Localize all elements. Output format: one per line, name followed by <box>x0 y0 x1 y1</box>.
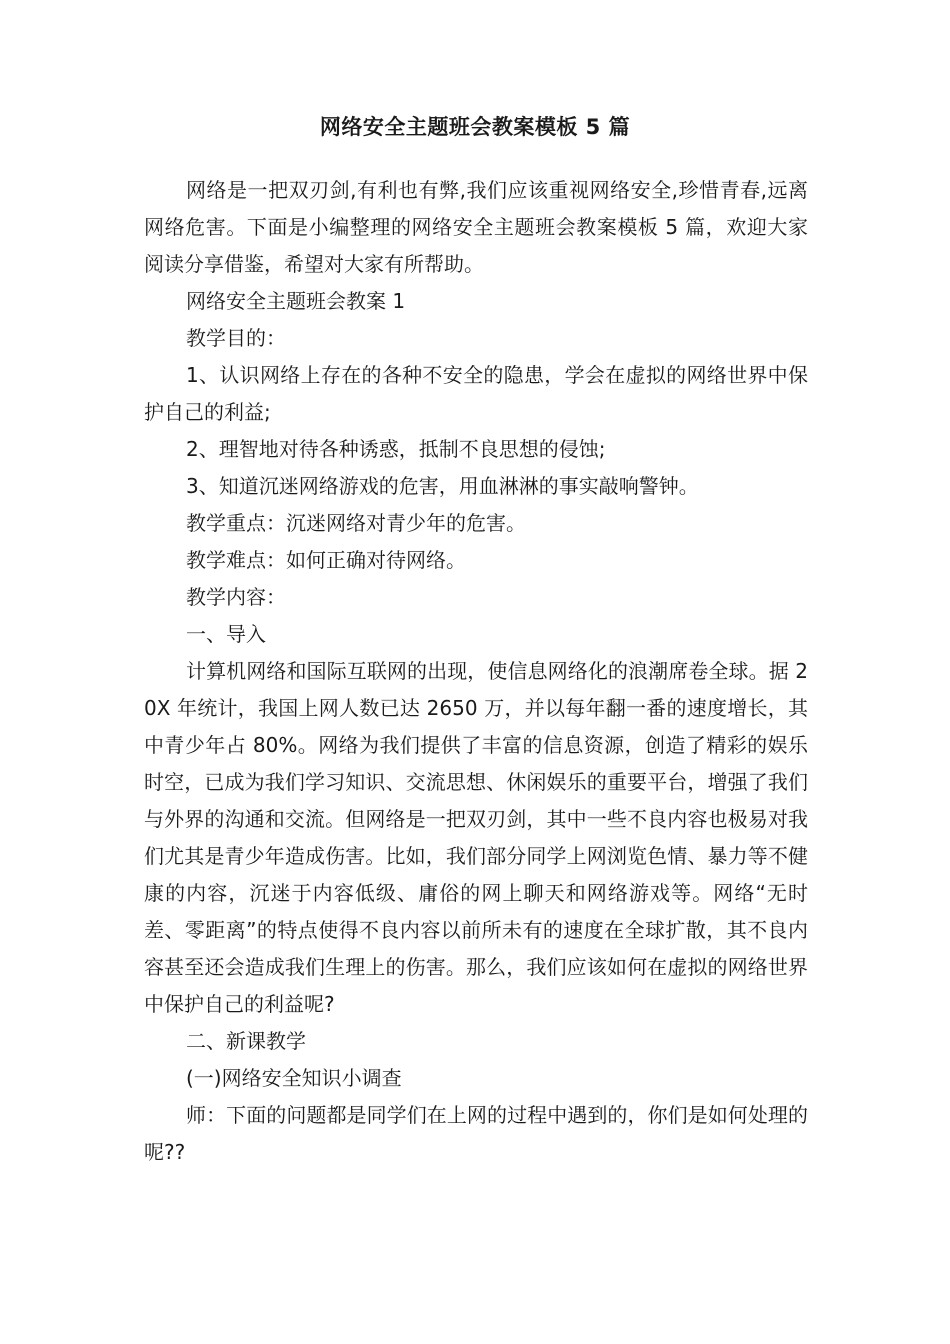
document-body <box>144 172 808 1171</box>
survey-heading: (一)网络安全知识小调查 <box>186 1066 402 1090</box>
document-title: 网络安全主题班会教案模板 5 篇 <box>319 115 631 139</box>
teaching-difficulty: 教学难点：如何正确对待网络。 <box>186 548 466 572</box>
goal-item-1: 1、认识网络上存在的各种不安全的隐患，学会在虚拟的网络世界中保护自己的利益; <box>144 363 808 424</box>
teaching-goals-label: 教学目的： <box>186 326 286 350</box>
goal-item-2: 2、理智地对待各种诱惑，抵制不良思想的侵蚀; <box>186 437 606 461</box>
intro-paragraph: 网络是一把双刃剑,有利也有弊,我们应该重视网络安全,珍惜青春,远离网络危害。下面是小编整理的网络安全主题班会教案模板 5 篇，欢迎大家阅读分享借鉴，希望对大家有所帮助。 <box>144 178 808 276</box>
teaching-content-label: 教学内容： <box>186 585 286 609</box>
section-heading: 网络安全主题班会教案 1 <box>186 289 406 313</box>
goal-item-3: 3、知道沉迷网络游戏的危害，用血淋淋的事实敲响警钟。 <box>186 474 699 498</box>
subsection-intro-heading: 一、导入 <box>186 622 266 646</box>
teacher-question-paragraph: 师：下面的问题都是同学们在上网的过程中遇到的，你们是如何处理的呢?? <box>144 1103 808 1164</box>
teaching-focus: 教学重点：沉迷网络对青少年的危害。 <box>186 511 526 535</box>
intro-body-paragraph: 计算机网络和国际互联网的出现，使信息网络化的浪潮席卷全球。据 20X 年统计，我国上网人数已达 2650 万，并以每年翻一番的速度增长，其中青少年占 80%。网络为我们提供了丰富的信息资源，创造了精彩的娱乐时空，已成为我们学习知识、交流思想、休闲娱乐的重要平台，增强了我们与外界的沟通和交流。但网络是一把双刃剑，其中一些不良内容也极易对我们尤其是青少年造成伤害。比如，我们部分同学上网浏览色情、暴力等不健康的内容，沉迷于内容低级、庸俗的网上聊天和网络游戏等。网络“无时差、零距离”的特点使得不良内容以前所未有的速度在全球扩散，其不良内容甚至还会造成我们生理上的伤害。那么，我们应该如何在虚拟的网络世界中保护自己的利益呢? <box>144 659 808 1016</box>
subsection-new-lesson-heading: 二、新课教学 <box>186 1029 306 1053</box>
